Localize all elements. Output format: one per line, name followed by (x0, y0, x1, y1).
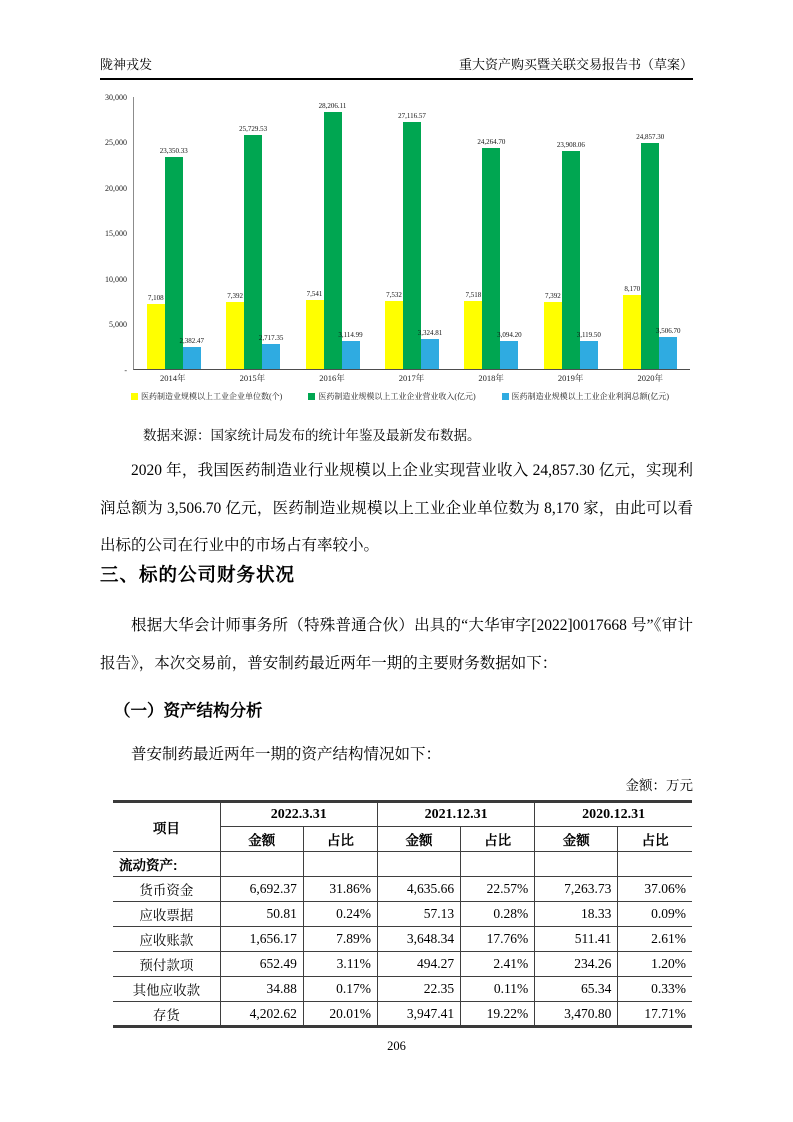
bar-value-label: 7,532 (386, 290, 402, 299)
table-header-period: 2020.12.31 (535, 802, 692, 827)
table-value-cell: 7,263.73 (535, 877, 618, 902)
y-tick-label: 20,000 (105, 183, 127, 193)
bar (258, 334, 284, 369)
x-axis (133, 372, 690, 384)
table-value-cell: 2.41% (461, 952, 535, 977)
bar-value-label: 23,908.06 (556, 141, 585, 150)
table-value-cell: 0.28% (461, 902, 535, 927)
bar-value-label: 23,350.33 (159, 146, 188, 155)
table-group-label: 流动资产: (113, 852, 220, 877)
table-row (113, 902, 692, 927)
table-empty-cell (303, 852, 377, 877)
table-value-cell: 19.22% (461, 1002, 535, 1027)
table-value-cell: 7.89% (303, 927, 377, 952)
bar-value-label: 7,541 (306, 290, 323, 299)
legend-label: 医药制造业规模以上工业企业利润总额(亿元) (511, 392, 669, 401)
y-tick-label: 15,000 (105, 229, 127, 238)
bar-group (611, 97, 690, 369)
table-subheader: 占比 (461, 827, 535, 852)
table-value-cell: 65.34 (535, 977, 618, 1002)
data-source-note: 数据来源：国家统计局发布的统计年鉴及最新发布数据。 (143, 428, 481, 443)
bar (306, 290, 324, 369)
bar-value-label: 2,717.35 (258, 334, 284, 343)
legend-label: 医药制造业规模以上工业企业营业收入(亿元) (318, 392, 476, 401)
table-value-cell: 50.81 (220, 902, 303, 927)
y-axis (100, 92, 129, 375)
table-item-cell: 预付款项 (113, 952, 220, 977)
table-subheader: 占比 (303, 827, 377, 852)
table-header-item: 项目 (113, 802, 220, 852)
bar (464, 290, 482, 369)
bar (623, 284, 641, 369)
bar-value-label: 2,382.47 (179, 337, 204, 346)
table-empty-cell (377, 852, 460, 877)
bar-value-label: 3,114.99 (338, 330, 363, 339)
legend-item (308, 391, 475, 402)
table-item-cell: 应收账款 (113, 927, 220, 952)
legend-swatch (131, 393, 138, 400)
y-tick-label: - (124, 365, 127, 375)
y-tick-label: 30,000 (105, 92, 127, 102)
paragraph-industry-summary: 2020 年，我国医药制造业行业规模以上企业实现营业收入 24,857.30 亿元，实现利润总额为 3,506.70 亿元，医药制造业规模以上工业企业单位数为 8,170 家，由此可以看出标的公司在行业中的市场占有率较小。 (100, 462, 693, 554)
asset-structure-table (113, 800, 692, 1028)
subsection-heading: （一）资产结构分析 (114, 702, 263, 720)
table-item-cell: 应收票据 (113, 902, 220, 927)
table-value-cell: 1,656.17 (220, 927, 303, 952)
bar (417, 328, 443, 369)
table-subheader: 金额 (535, 827, 618, 852)
bar (179, 337, 204, 369)
table-item-cell: 货币资金 (113, 877, 220, 902)
table-value-cell: 0.33% (618, 977, 692, 1002)
table-unit-note: 金额：万元 (625, 778, 693, 793)
table-value-cell: 31.86% (303, 877, 377, 902)
section-heading: 三、标的公司财务状况 (100, 564, 296, 585)
table-value-cell: 1.20% (618, 952, 692, 977)
bar-group (213, 97, 292, 369)
table-header-period: 2021.12.31 (377, 802, 534, 827)
table-row (113, 877, 692, 902)
bar-value-label: 7,392 (227, 291, 243, 300)
table-value-cell: 0.11% (461, 977, 535, 1002)
table-header (113, 802, 692, 852)
table-group-row (113, 852, 692, 877)
legend-item (502, 391, 669, 402)
y-tick-label: 5,000 (109, 320, 127, 329)
bar-group (134, 97, 213, 369)
table-value-cell: 652.49 (220, 952, 303, 977)
table-row (113, 952, 692, 977)
bar-value-label: 25,729.53 (239, 124, 268, 133)
table-value-cell: 3,648.34 (377, 927, 460, 952)
bar-value-label: 28,206.11 (318, 102, 347, 111)
table-value-cell: 3,947.41 (377, 1002, 460, 1027)
industry-bar-chart (100, 92, 700, 402)
paragraph-table-intro: 普安制药最近两年一期的资产结构情况如下： (131, 746, 442, 763)
x-tick-label: 2016年 (319, 373, 345, 383)
page-header (100, 54, 693, 80)
table-empty-cell (535, 852, 618, 877)
table-value-cell: 22.57% (461, 877, 535, 902)
y-tick-label: 10,000 (105, 274, 127, 284)
bar-value-label: 8,170 (624, 284, 641, 293)
bar-group (293, 97, 372, 369)
table-subheader: 金额 (377, 827, 460, 852)
table-value-cell: 0.09% (618, 902, 692, 927)
table-body (113, 852, 692, 1027)
table-row (113, 927, 692, 952)
bar-group (531, 97, 610, 369)
table-value-cell: 3,470.80 (535, 1002, 618, 1027)
bar-value-label: 7,518 (465, 290, 482, 299)
bar-value-label: 24,857.30 (636, 132, 665, 141)
table-value-cell: 18.33 (535, 902, 618, 927)
table-value-cell: 511.41 (535, 927, 618, 952)
bar (338, 330, 363, 369)
table-value-cell: 22.35 (377, 977, 460, 1002)
bar (147, 294, 165, 369)
table-subheader: 金额 (220, 827, 303, 852)
table-value-cell: 20.01% (303, 1002, 377, 1027)
table-empty-cell (618, 852, 692, 877)
bar (226, 291, 244, 369)
bar (576, 330, 601, 369)
table-value-cell: 0.17% (303, 977, 377, 1002)
bar-value-label: 3,324.81 (417, 328, 443, 337)
x-tick-label: 2020年 (637, 373, 664, 383)
table-item-cell: 其他应收款 (113, 977, 220, 1002)
x-tick-label: 2014年 (160, 373, 186, 383)
page-number: 206 (387, 1039, 406, 1053)
table-value-cell: 17.76% (461, 927, 535, 952)
y-tick-label: 25,000 (105, 138, 127, 147)
table-empty-cell (461, 852, 535, 877)
table-value-cell: 6,692.37 (220, 877, 303, 902)
bar (655, 327, 681, 369)
legend-label: 医药制造业规模以上工业企业单位数(个) (141, 392, 283, 401)
table-row (113, 1002, 692, 1027)
bar (497, 330, 522, 369)
chart-legend (100, 391, 700, 402)
table-value-cell: 2.61% (618, 927, 692, 952)
table-value-cell: 0.24% (303, 902, 377, 927)
table-value-cell: 4,635.66 (377, 877, 460, 902)
table-value-cell: 57.13 (377, 902, 460, 927)
table-value-cell: 494.27 (377, 952, 460, 977)
bar-group (372, 97, 451, 369)
x-tick-label: 2017年 (398, 373, 425, 383)
bar-value-label: 7,392 (544, 291, 561, 300)
header-report-title: 重大资产购买暨关联交易报告书（草案） (458, 57, 693, 72)
x-tick-label: 2018年 (478, 373, 504, 383)
table-value-cell: 234.26 (535, 952, 618, 977)
table-row (113, 977, 692, 1002)
x-tick-label: 2015年 (239, 373, 266, 383)
legend-item (131, 391, 282, 402)
table-header-period: 2022.3.31 (220, 802, 377, 827)
bar-value-label: 27,116.57 (398, 112, 426, 121)
table-value-cell: 37.06% (618, 877, 692, 902)
bar (544, 291, 562, 369)
table-value-cell: 4,202.62 (220, 1002, 303, 1027)
bar-value-label: 7,108 (147, 294, 164, 303)
bar-value-label: 3,119.50 (576, 330, 601, 339)
bar (385, 290, 403, 370)
table-subheader: 占比 (618, 827, 692, 852)
legend-swatch (308, 393, 315, 400)
table-item-cell: 存货 (113, 1002, 220, 1027)
bar-value-label: 3,094.20 (497, 330, 522, 339)
chart-plot (133, 97, 690, 370)
table-empty-cell (220, 852, 303, 877)
table-value-cell: 17.71% (618, 1002, 692, 1027)
bar-group (452, 97, 531, 369)
table-value-cell: 3.11% (303, 952, 377, 977)
paragraph-audit-basis: 根据大华会计师事务所（特殊普通合伙）出具的“大华审字[2022]0017668 号”《审计报告》，本次交易前，普安制药最近两年一期的主要财务数据如下： (100, 617, 693, 672)
header-company: 陇神戎发 (100, 57, 153, 72)
x-tick-label: 2019年 (557, 373, 584, 383)
bar-value-label: 3,506.70 (655, 327, 681, 336)
table-value-cell: 34.88 (220, 977, 303, 1002)
bar-value-label: 24,264.70 (477, 138, 506, 147)
legend-swatch (502, 393, 509, 400)
